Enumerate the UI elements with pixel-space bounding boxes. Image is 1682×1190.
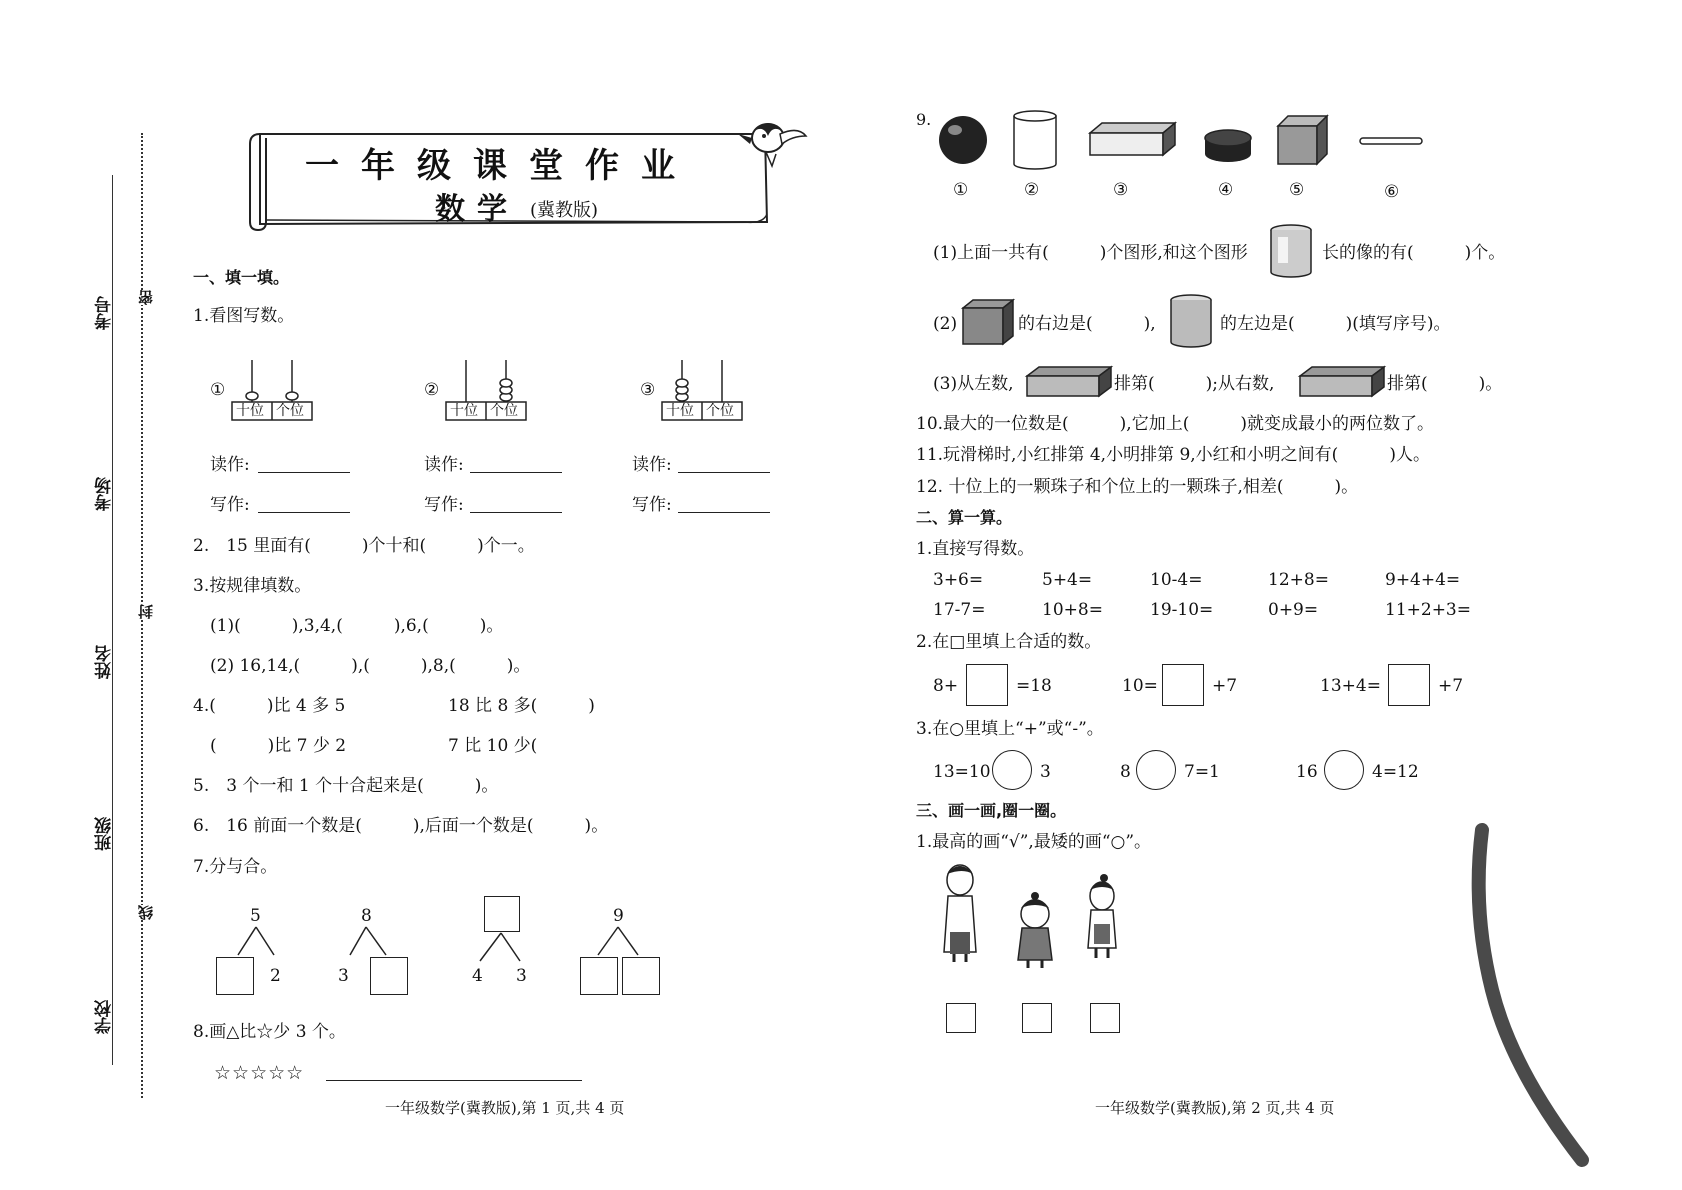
- shape-label-5: ⑤: [1289, 180, 1305, 200]
- q6-text: 6. 16 前面一个数是( ),后面一个数是( )。: [193, 816, 609, 836]
- write-answer-3[interactable]: [678, 512, 770, 513]
- section-draw: 三、画一画,圈一圈。: [916, 801, 1067, 820]
- tall-child-icon: [944, 865, 976, 962]
- calc-r2-5: 11+2+3=: [1385, 600, 1471, 620]
- q9-s3-b: 排第( );从右数,: [1114, 374, 1275, 394]
- c2-e3-a: 13+4=: [1320, 676, 1381, 696]
- calc-r2-2: 10+8=: [1042, 600, 1103, 620]
- middle-child-answer-box[interactable]: [1090, 1003, 1120, 1033]
- write-answer-1[interactable]: [258, 512, 350, 513]
- tall-child-answer-box[interactable]: [946, 1003, 976, 1033]
- abacus-3-marker: ③: [640, 380, 656, 400]
- q10-text: 10.最大的一位数是( ),它加上( )就变成最小的两位数了。: [916, 414, 1434, 434]
- tree-3-lines: [470, 931, 530, 971]
- write-label-1: 写作:: [210, 495, 250, 515]
- q7-text: 7.分与合。: [193, 857, 278, 877]
- tree-4-top: 9: [613, 906, 624, 926]
- shape-label-2: ②: [1024, 180, 1040, 200]
- abacus-3-ones: 个位: [706, 403, 734, 419]
- short-child-answer-box[interactable]: [1022, 1003, 1052, 1033]
- tree-3-top-box[interactable]: [484, 896, 520, 932]
- cylinder-icon: [1014, 111, 1056, 169]
- calc-r1-2: 5+4=: [1042, 570, 1093, 590]
- c3-e1-circle[interactable]: [992, 750, 1032, 790]
- section-fill: 一、填一填。: [193, 268, 290, 287]
- tree-2-top: 8: [361, 906, 372, 926]
- tree-3-right: 3: [516, 966, 527, 986]
- write-answer-2[interactable]: [470, 512, 562, 513]
- seal-xian: 线: [137, 905, 155, 920]
- read-answer-1[interactable]: [258, 472, 350, 473]
- c3-e2-circle[interactable]: [1136, 750, 1176, 790]
- q8-answer-line[interactable]: [326, 1080, 582, 1081]
- seal-mi: 密: [137, 290, 155, 305]
- q9-s1-b: 长的像的有( )个。: [1322, 243, 1506, 263]
- c2-e3-b: +7: [1438, 676, 1464, 696]
- shape-label-4: ④: [1218, 180, 1234, 200]
- tree-3-left: 4: [472, 966, 483, 986]
- c3-e1-b: 3: [1040, 762, 1051, 782]
- abacus-2-tens: 十位: [450, 403, 478, 419]
- tree-4-left-box[interactable]: [580, 957, 618, 995]
- tree-2-left: 3: [338, 966, 349, 986]
- cube-inline-icon: [960, 298, 1020, 348]
- subject-title: 数学: [435, 192, 519, 227]
- calc-r1-1: 3+6=: [933, 570, 984, 590]
- shape-label-1: ①: [953, 180, 969, 200]
- tree-1-right: 2: [270, 966, 281, 986]
- q11-text: 11.玩滑梯时,小红排第 4,小明排第 9,小红和小明之间有( )人。: [916, 445, 1430, 465]
- seal-feng: 封: [137, 604, 155, 619]
- cuboid-icon: [1090, 123, 1175, 155]
- calc-r2-4: 0+9=: [1268, 600, 1319, 620]
- bird-icon: [730, 108, 810, 178]
- abacus-2-marker: ②: [424, 380, 440, 400]
- cube-icon: [1278, 116, 1327, 164]
- q12-text: 12. 十位上的一颗珠子和个位上的一颗珠子,相差( )。: [916, 477, 1359, 497]
- tree-4-right-box[interactable]: [622, 957, 660, 995]
- q8-text: 8.画△比☆少 3 个。: [193, 1022, 346, 1042]
- abacus-2-ones: 个位: [490, 403, 518, 419]
- short-child-icon: [1018, 892, 1052, 968]
- q9-s2-b: 的右边是( ),: [1018, 314, 1156, 334]
- label-xingming: 姓名: [95, 645, 115, 679]
- calc-r2-1: 17-7=: [933, 600, 986, 620]
- shape-label-6: ⑥: [1384, 182, 1400, 202]
- c2-text: 2.在□里填上合适的数。: [916, 632, 1102, 652]
- c2-e3-box[interactable]: [1388, 664, 1430, 706]
- children-figures: [930, 862, 1170, 1002]
- middle-child-icon: [1088, 874, 1116, 958]
- c3-e3-circle[interactable]: [1324, 750, 1364, 790]
- footer-page-1: 一年级数学(冀教版),第 1 页,共 4 页: [385, 1099, 625, 1117]
- cuboid-inline-icon-2: [1298, 364, 1388, 404]
- read-answer-2[interactable]: [470, 472, 562, 473]
- read-label-3: 读作:: [632, 455, 672, 475]
- read-label-2: 读作:: [424, 455, 464, 475]
- cylinder-inline-icon-2: [1168, 293, 1218, 353]
- c1-text: 1.直接写得数。: [916, 539, 1035, 559]
- c2-e2-box[interactable]: [1162, 664, 1204, 706]
- sphere-icon: [939, 116, 987, 164]
- calc-r1-5: 9+4+4=: [1385, 570, 1461, 590]
- cylinder-inline-icon: [1268, 223, 1318, 283]
- pen-stroke-mark: [1460, 820, 1600, 1180]
- q3-text: 3.按规律填数。: [193, 576, 312, 596]
- label-kaohao: 考号: [95, 296, 115, 330]
- write-label-3: 写作:: [632, 495, 672, 515]
- calc-r1-3: 10-4=: [1150, 570, 1203, 590]
- q4-b: 18 比 8 多( ): [448, 696, 595, 716]
- footer-page-2: 一年级数学(冀教版),第 2 页,共 4 页: [1095, 1099, 1335, 1117]
- c3-e3-a: 16: [1296, 762, 1318, 782]
- q2-text: 2. 15 里面有( )个十和( )个一。: [193, 536, 535, 556]
- c3-e2-b: 7=1: [1184, 762, 1220, 782]
- q9-s3-a: (3)从左数,: [933, 374, 1014, 394]
- q9-s2-c: 的左边是( )(填写序号)。: [1220, 314, 1451, 334]
- c3-e2-a: 8: [1120, 762, 1131, 782]
- q5-text: 5. 3 个一和 1 个十合起来是( )。: [193, 776, 499, 796]
- q4-d: 7 比 10 少(: [448, 736, 538, 756]
- write-label-2: 写作:: [424, 495, 464, 515]
- c2-e1-box[interactable]: [966, 664, 1008, 706]
- cuboid-inline-icon: [1025, 364, 1115, 404]
- q1-text: 1.看图写数。: [193, 306, 295, 326]
- disc-icon: [1205, 130, 1251, 162]
- c2-e1-a: 8+: [933, 676, 959, 696]
- page-title: 一年级课堂作业: [305, 146, 697, 186]
- q3-line2: (2) 16,14,( ),( ),8,( )。: [210, 656, 531, 676]
- rod-icon: [1360, 138, 1422, 144]
- c3-e3-b: 4=12: [1372, 762, 1419, 782]
- q4-a: 4.( )比 4 多 5: [193, 696, 346, 716]
- section-calc: 二、算一算。: [916, 508, 1013, 527]
- shapes-row: [935, 108, 1495, 198]
- c2-e2-b: +7: [1212, 676, 1238, 696]
- q9-s3-c: 排第( )。: [1387, 374, 1503, 394]
- read-answer-3[interactable]: [678, 472, 770, 473]
- q3-line1: (1)( ),3,4,( ),6,( )。: [210, 616, 504, 636]
- tree-1-top: 5: [250, 906, 261, 926]
- q9-s2-a: (2): [933, 314, 958, 334]
- c2-e1-b: =18: [1016, 676, 1052, 696]
- d1-text: 1.最高的画“√”,最矮的画“○”。: [916, 832, 1152, 852]
- q9-s1-a: (1)上面一共有( )个图形,和这个图形: [933, 243, 1248, 263]
- label-xuexiao: 学校: [95, 1000, 115, 1034]
- shape-label-3: ③: [1113, 180, 1129, 200]
- edition-label: (冀教版): [530, 200, 599, 221]
- abacus-3-tens: 十位: [666, 403, 694, 419]
- abacus-1-tens: 十位: [236, 403, 264, 419]
- read-label-1: 读作:: [210, 455, 250, 475]
- calc-r1-4: 12+8=: [1268, 570, 1329, 590]
- q9-num: 9.: [916, 110, 932, 129]
- calc-r2-3: 19-10=: [1150, 600, 1214, 620]
- tree-2-right-box[interactable]: [370, 957, 408, 995]
- abacus-1-ones: 个位: [276, 403, 304, 419]
- label-banji: 班级: [95, 817, 115, 851]
- q8-stars: ☆☆☆☆☆: [214, 1062, 305, 1084]
- abacus-1-marker: ①: [210, 380, 226, 400]
- c2-e2-a: 10=: [1122, 676, 1158, 696]
- c3-text: 3.在○里填上“+”或“-”。: [916, 719, 1104, 739]
- q4-c: ( )比 7 少 2: [210, 736, 347, 756]
- c3-e1-a: 13=10: [933, 762, 991, 782]
- label-kaochang: 考场: [95, 477, 115, 511]
- tree-1-left-box[interactable]: [216, 957, 254, 995]
